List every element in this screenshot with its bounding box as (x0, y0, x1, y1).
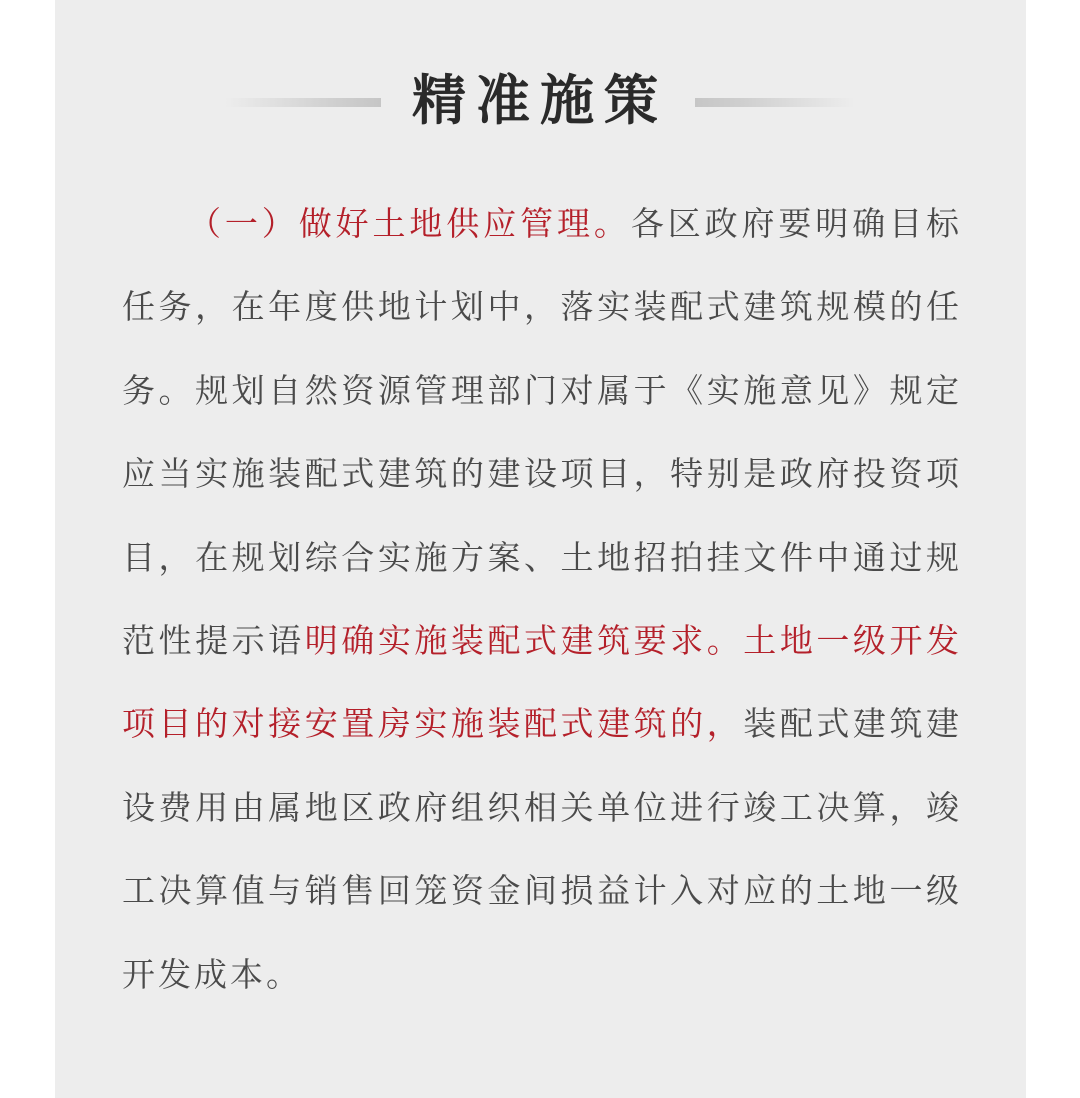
section-title: 精准施策 (412, 68, 668, 132)
paragraph-highlight: 明确实施装配式建筑要求。土地一级开发项目的对接安置房实施装配式建筑的， (122, 621, 963, 744)
policy-paragraph (122, 182, 962, 1016)
paragraph-text-1: 各区政府要明确目标任务，在年度供地计划中，落实装配式建筑规模的任务。规划自然资源管理部门对属于《实施意见》规定应当实施装配式建筑的建设项目，特别是政府投资项目，在规划综合实施方案、土地招拍挂文件中通过规范性提示语 (122, 204, 963, 661)
section-title-row (55, 58, 1026, 142)
title-decoration-right (695, 98, 855, 107)
paragraph-text-2: 装配式建筑建设费用由属地区政府组织相关单位进行竣工决算，竣工决算值与销售回笼资金间损益计入对应的土地一级开发成本。 (122, 704, 963, 994)
paragraph-heading: （一）做好土地供应管理。 (188, 204, 631, 243)
article-panel (55, 0, 1026, 1098)
title-decoration-left (225, 98, 381, 107)
